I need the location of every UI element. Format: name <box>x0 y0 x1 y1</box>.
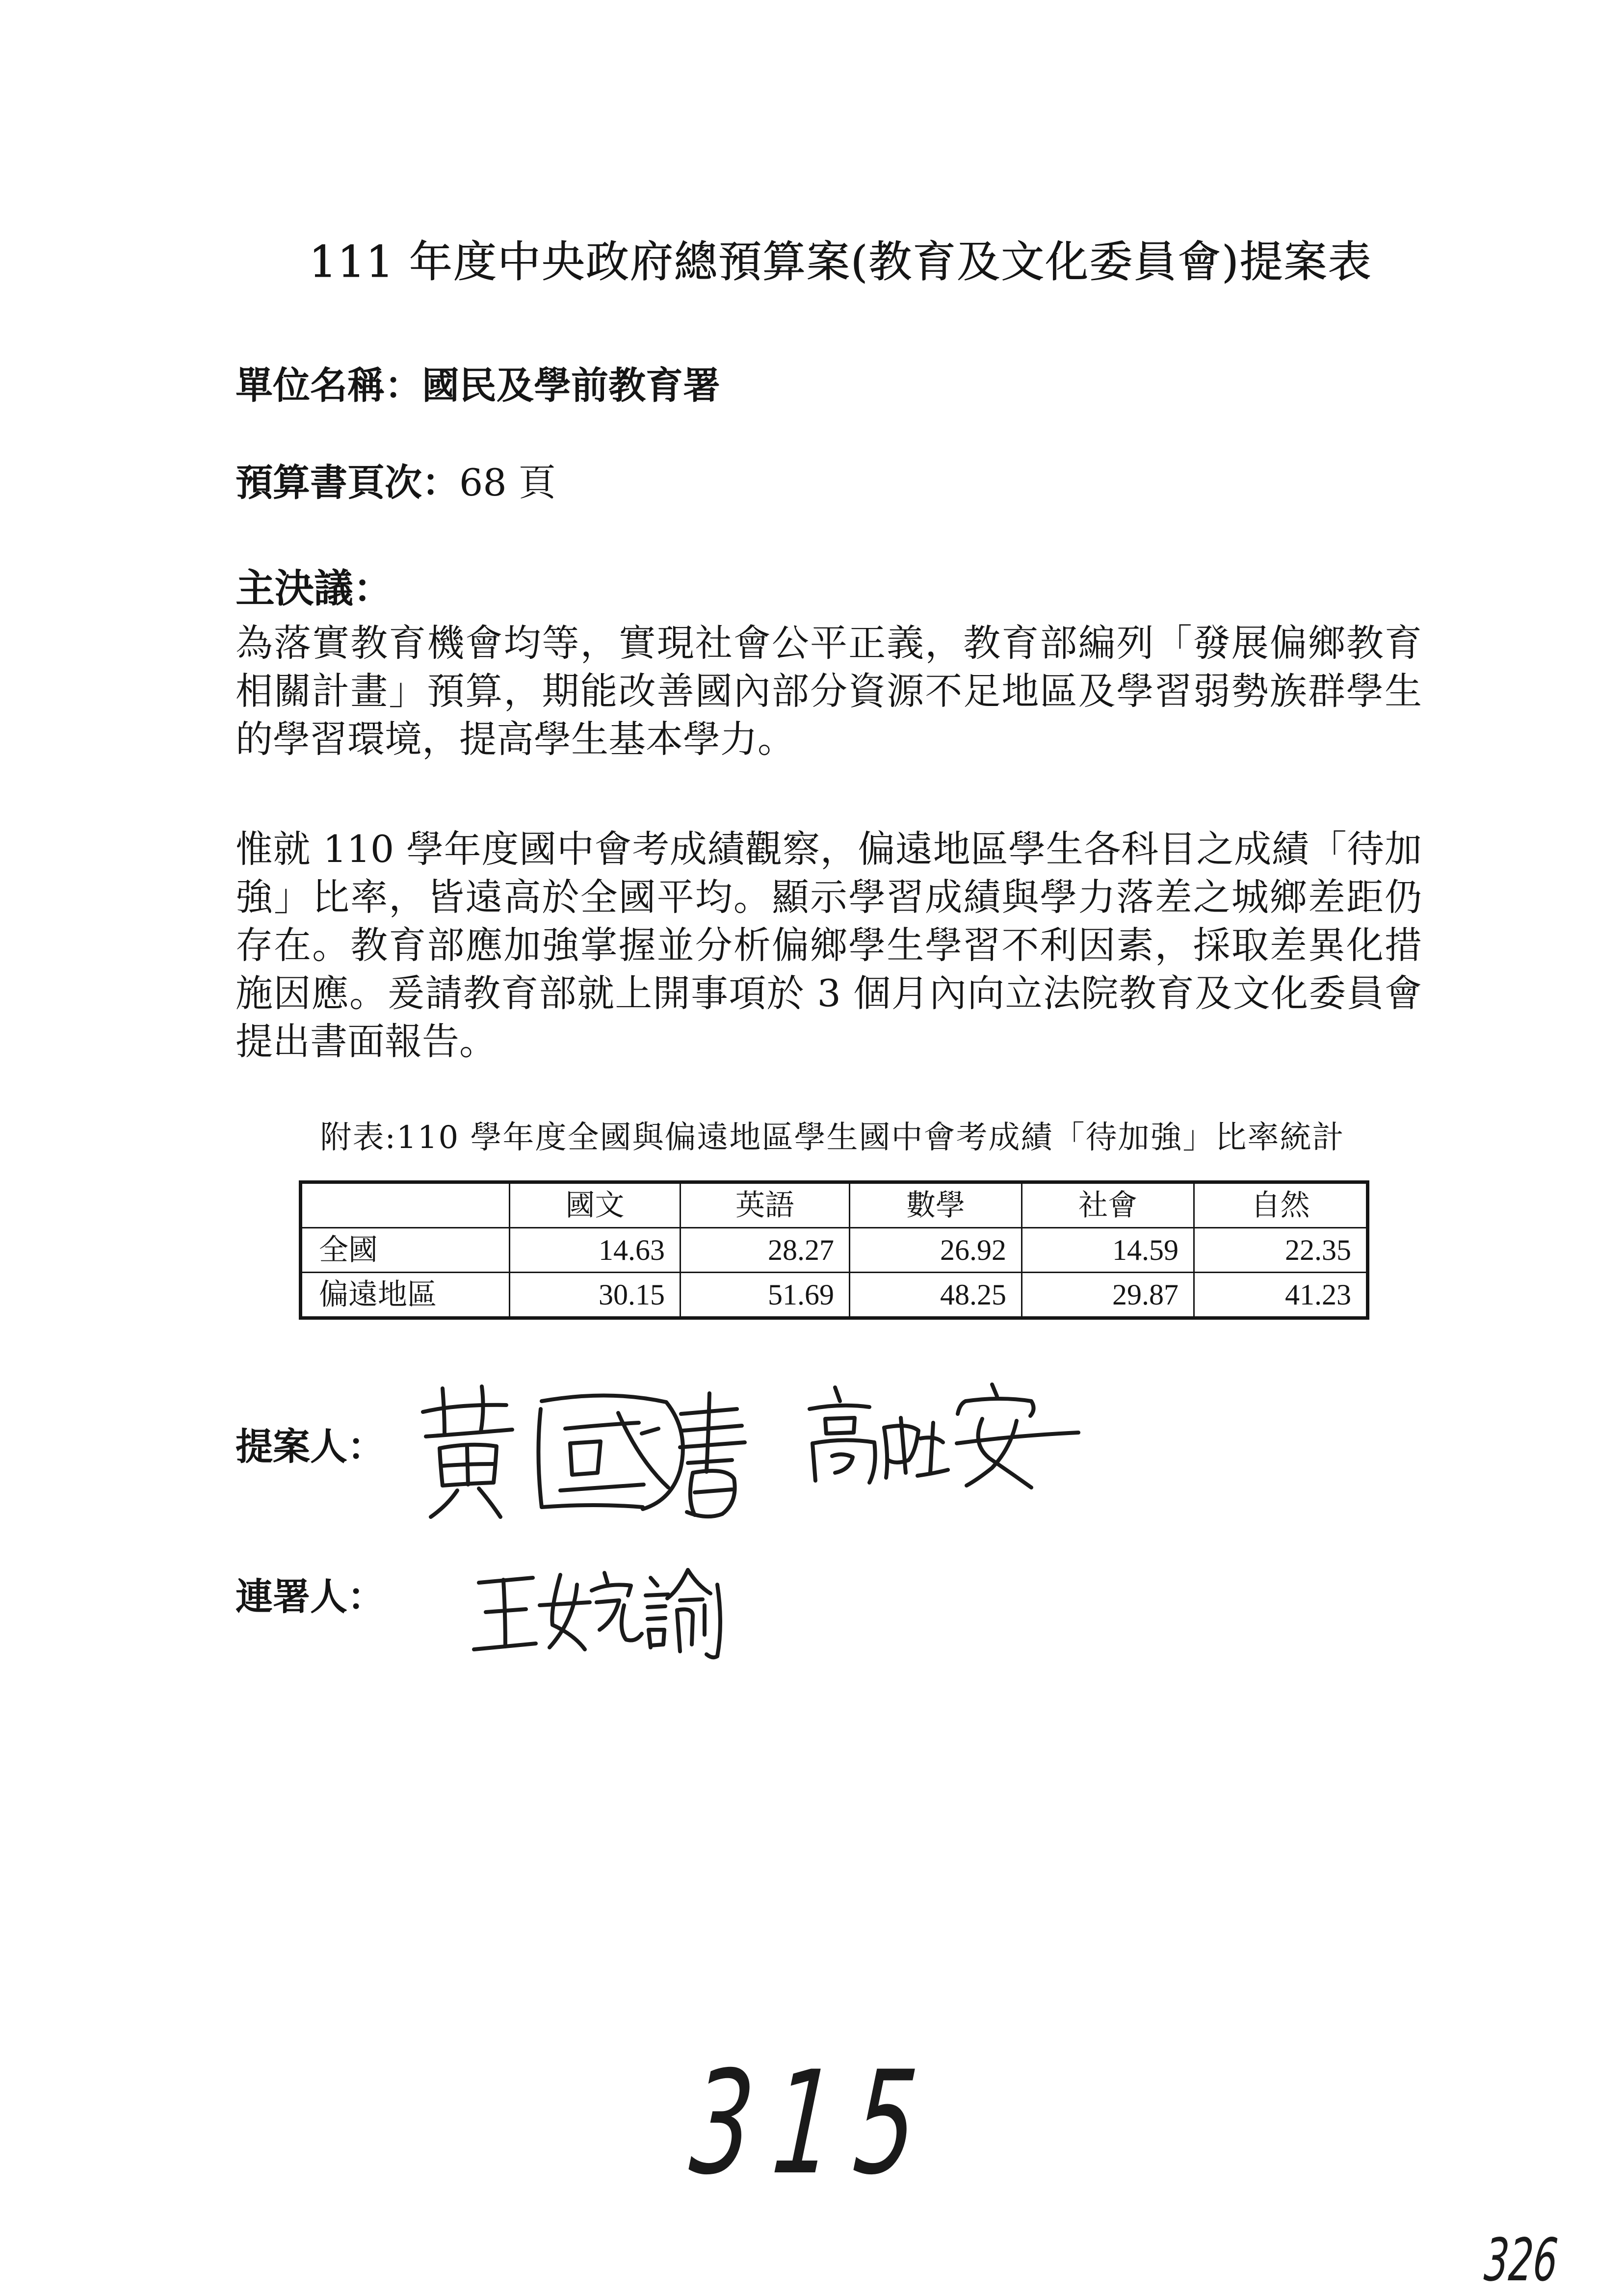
resolution-heading: 主決議： <box>236 566 393 611</box>
table-value-cell: 51.69 <box>681 1273 850 1318</box>
table-value-cell: 14.63 <box>510 1228 681 1273</box>
budget-page-label: 預算書頁次： <box>236 461 459 504</box>
paragraph-line: 強」比率，皆遠高於全國平均。顯示學習成績與學力落差之城鄉差距仍 <box>236 875 1422 919</box>
table-value-cell: 22.35 <box>1194 1228 1368 1273</box>
proposers-label: 提案人： <box>236 1425 385 1468</box>
unit-value: 國民及學前教育署 <box>422 364 720 407</box>
stats-table <box>299 1180 1369 1320</box>
table-header-row <box>301 1182 1368 1228</box>
unit-label: 單位名稱： <box>236 364 422 407</box>
table-value-cell: 48.25 <box>850 1273 1022 1318</box>
table-header-cell: 社會 <box>1022 1182 1194 1228</box>
table-caption: 附表:110 學年度全國與偏遠地區學生國中會考成績「待加強」比率統計 <box>320 1120 1345 1156</box>
table-value-cell: 29.87 <box>1022 1273 1194 1318</box>
signature-cosigner-1 <box>461 1555 736 1663</box>
document-title: 111 年度中央政府總預算案(教育及文化委員會)提案表 <box>309 236 1372 287</box>
paragraph-line: 的學習環境，提高學生基本學力。 <box>236 717 795 761</box>
table-value-cell: 28.27 <box>681 1228 850 1273</box>
cosigners-label: 連署人： <box>236 1575 385 1618</box>
budget-page-line <box>236 463 556 502</box>
paragraph-line: 為落實教育機會均等，實現社會公平正義，教育部編列「發展偏鄉教育 <box>236 621 1422 665</box>
table-value-cell: 30.15 <box>510 1273 681 1318</box>
paragraph-line: 存在。教育部應加強掌握並分析偏鄉學生學習不利因素，採取差異化措 <box>236 923 1422 967</box>
table-row <box>301 1228 1368 1273</box>
paragraph-line: 提出書面報告。 <box>236 1019 497 1063</box>
table-header-cell: 數學 <box>850 1182 1022 1228</box>
table-header-cell: 國文 <box>510 1182 681 1228</box>
budget-page-value: 68 頁 <box>459 461 556 504</box>
table-header-cell: 自然 <box>1194 1182 1368 1228</box>
table-value-cell: 41.23 <box>1194 1273 1368 1318</box>
table-row-label: 全國 <box>301 1228 510 1273</box>
table-row <box>301 1273 1368 1318</box>
paragraph-line: 施因應。爰請教育部就上開事項於 3 個月內向立法院教育及文化委員會 <box>236 971 1422 1015</box>
handwritten-number: 315 <box>685 2041 943 2206</box>
table-corner-cell <box>301 1182 510 1228</box>
table-row-label: 偏遠地區 <box>301 1273 510 1318</box>
unit-line <box>236 366 720 405</box>
table-value-cell: 26.92 <box>850 1228 1022 1273</box>
paragraph-line: 相關計畫」預算，期能改善國內部分資源不足地區及學習弱勢族群學生 <box>236 669 1422 713</box>
signature-proposer-2 <box>795 1374 1089 1501</box>
paragraph-line: 惟就 110 學年度國中會考成績觀察，偏遠地區學生各科目之成績「待加 <box>236 827 1422 871</box>
signature-proposer-1 <box>412 1374 756 1531</box>
page-number: 326 <box>1482 2226 1560 2295</box>
table-value-cell: 14.59 <box>1022 1228 1194 1273</box>
table-header-cell: 英語 <box>681 1182 850 1228</box>
